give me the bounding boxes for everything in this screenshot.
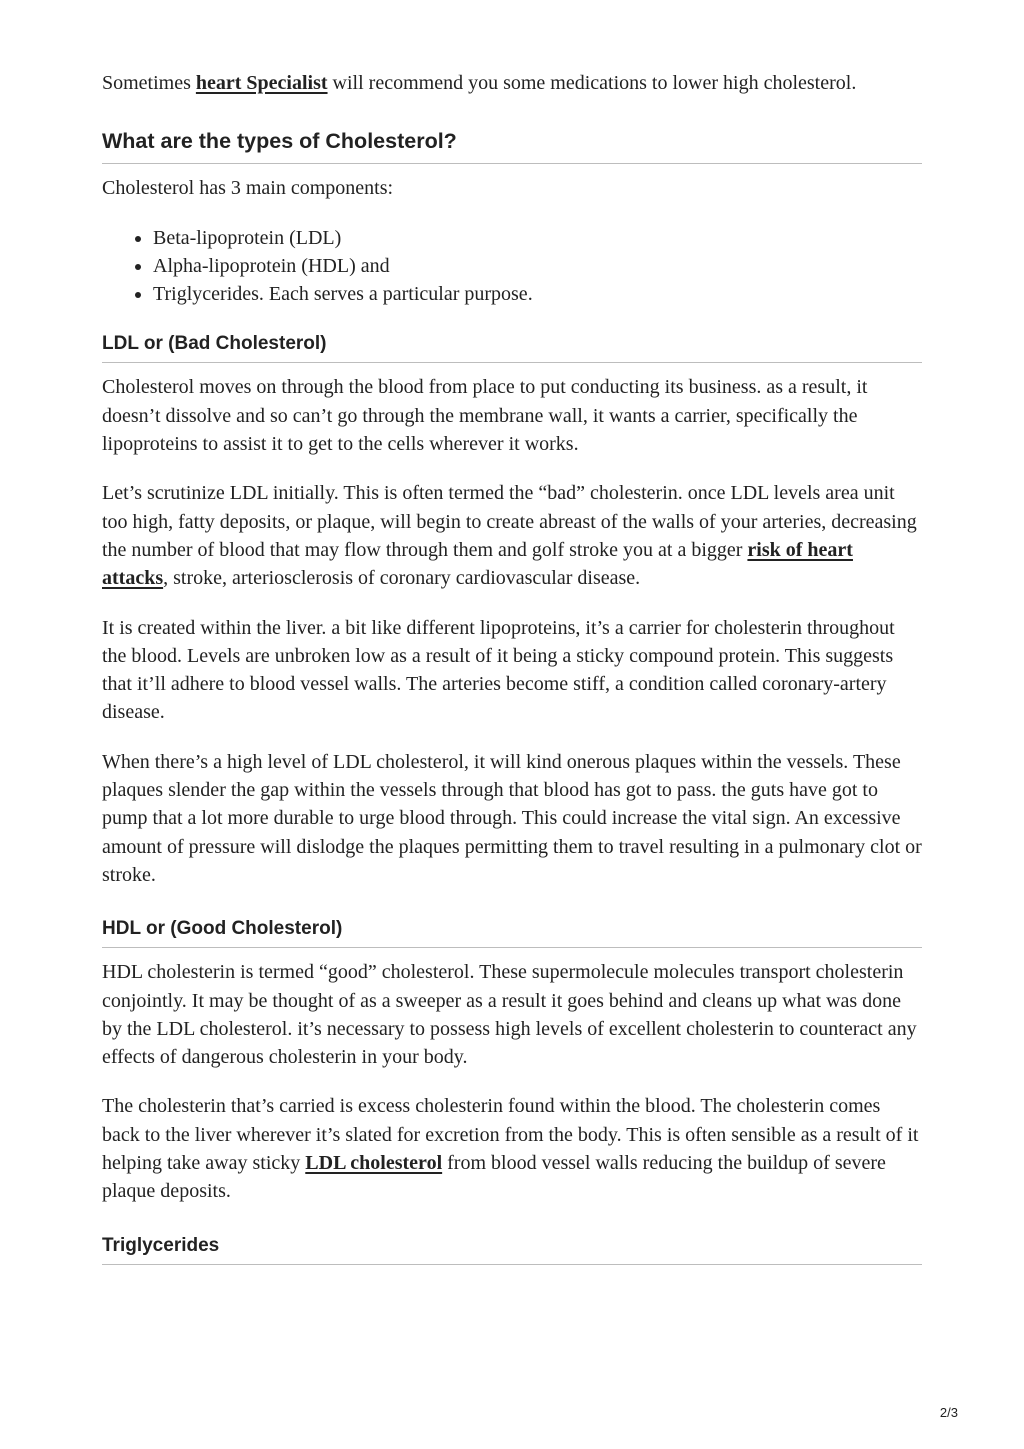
types-heading: What are the types of Cholesterol? (102, 126, 922, 164)
ldl-paragraph-4: When there’s a high level of LDL cholesterol, it will kind onerous plaques within the vessels. These plaques slender the gap within the vessels through that blood has got to pass. the guts have got to pump that a lot more durable to urge blood through. This could increase the vital sign. An excessive amount of pressure will dislodge the plaques permitting them to travel resulting in a pulmonary clot or stroke. (102, 750, 922, 886)
hdl-paragraph-1: HDL cholesterin is termed “good” cholesterol. These supermolecule molecules transport cholesterin conjointly. It may be thought of as a sweeper as a result it goes behind and cleans up what was done by the LDL cholesterol. it’s necessary to possess high levels of excellent cholesterin to counteract any effects of dangerous cholesterin in your body. (102, 961, 917, 1069)
page-number: 2/3 (939, 1405, 958, 1420)
ldl-cholesterol-link[interactable]: LDL cholesterol (305, 1152, 443, 1175)
hdl-p2-text-after: from blood vessel walls reducing the buildup of severe plaque deposits. (102, 1152, 886, 1203)
ldl-heading: LDL or (Bad Cholesterol) (102, 331, 922, 363)
ldl-paragraph-3: It is created within the liver. a bit like different lipoproteins, it’s a carrier for cholesterin throughout the blood. Levels are unbroken low as a result of it being a sticky compound protein. This suggests that it’ll adhere to blood vessel walls. The arteries become stiff, a condition called coronary-artery disease. (102, 616, 895, 724)
list-item: • Triglycerides. Each serves a particular purpose. (153, 280, 922, 308)
ldl-p2-text-before: Let’s scrutinize LDL initially. This is often termed the “bad” cholesterin. once LDL levels area unit too high, fatty deposits, or plaque, will begin to create abreast of the walls of your arteries, decreasing the number of blood that may flow through them and golf stroke you at a bigger (102, 482, 917, 561)
intro-text-after: will recommend you some medications to lower high cholesterol. (327, 72, 857, 94)
ldl-paragraph-1: Cholesterol moves on through the blood from place to put conducting its business. as a result, it doesn’t dissolve and so can’t go through the membrane wall, it wants a carrier, specifically the lipoproteins to assist it to get to the cells wherever it works. (102, 376, 868, 456)
hdl-heading: HDL or (Good Cholesterol) (102, 916, 922, 948)
ldl-paragraph-2 (102, 479, 922, 592)
risk-of-heart-attacks-link[interactable]: risk of heart attacks (102, 538, 853, 590)
components-list (102, 224, 922, 309)
ldl-p2-text-after: , stroke, arteriosclerosis of coronary cardiovascular disease. (163, 567, 641, 590)
list-item: • Alpha-lipoprotein (HDL) and (153, 252, 922, 280)
intro-paragraph (102, 69, 922, 97)
list-item: • Beta-lipoprotein (LDL) (153, 224, 922, 252)
hdl-p2-text-before: The cholesterin that’s carried is excess cholesterin found within the blood. The cholesterin comes back to the liver wherever it’s slated for excretion from the body. This is often sensible as a result of it helping take away sticky (102, 1095, 919, 1175)
article-body (102, 69, 922, 1275)
triglycerides-heading: Triglycerides (102, 1233, 922, 1265)
types-lead-paragraph: Cholesterol has 3 main components: (102, 177, 394, 200)
intro-text-before: Sometimes (102, 72, 196, 94)
heart-specialist-link[interactable]: heart Specialist (195, 72, 328, 94)
hdl-paragraph-2 (102, 1092, 922, 1205)
